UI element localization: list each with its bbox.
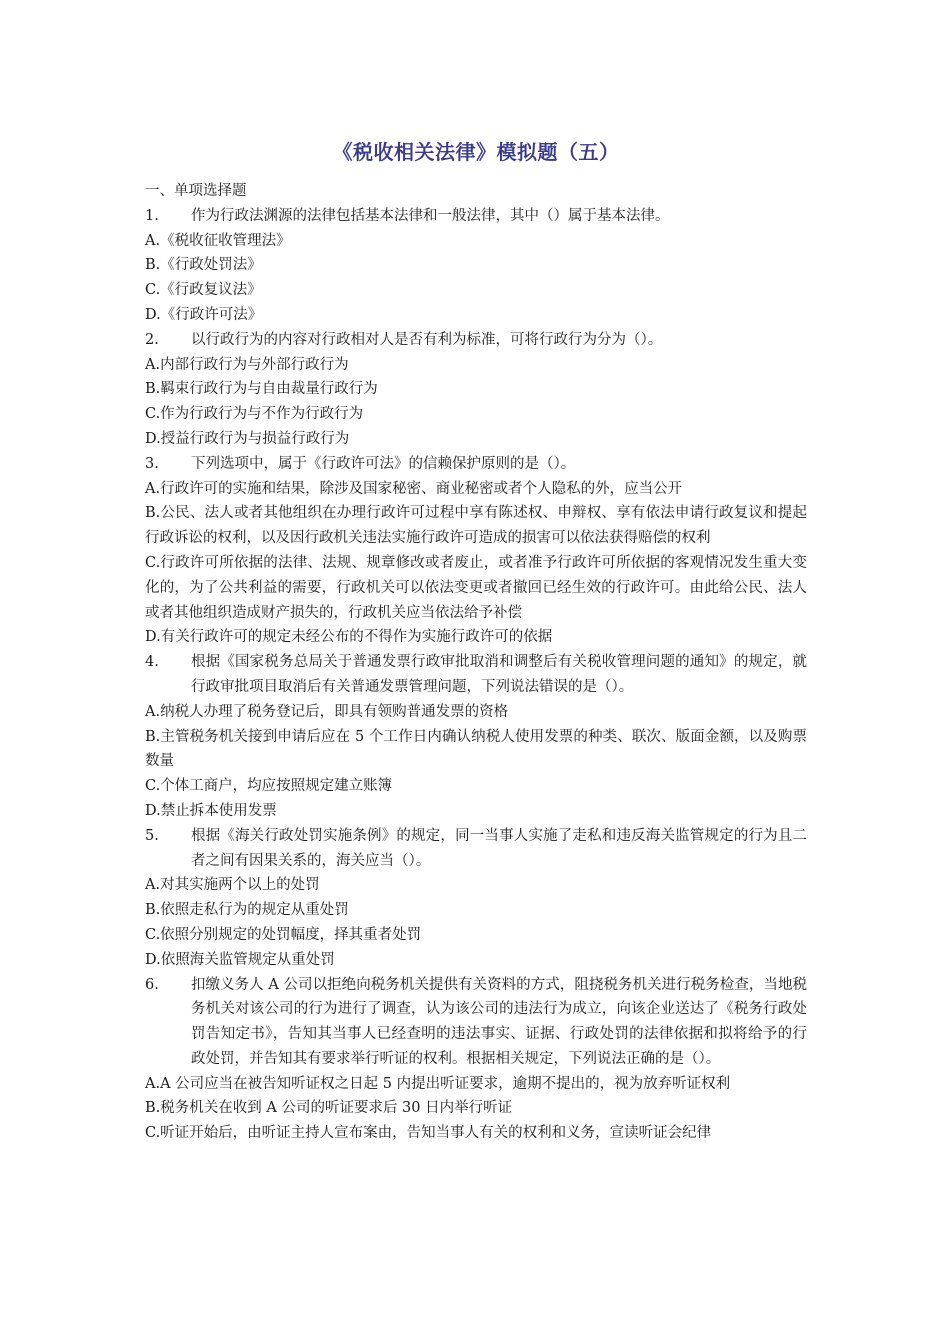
question-number: 6.	[145, 976, 159, 993]
answer-option: C.《行政复议法》	[145, 282, 262, 299]
question-number: 5.	[145, 827, 159, 844]
question-stem	[145, 973, 807, 1072]
question-stem	[145, 824, 807, 874]
answer-option: B.依照走私行为的规定从重处罚	[145, 902, 349, 919]
question-text: 下列选项中，属于《行政许可法》的信赖保护原则的是（）。	[191, 455, 576, 472]
answer-option: B.税务机关在收到 A 公司的听证要求后 30 日内举行听证	[145, 1100, 513, 1117]
document-title: 《税收相关法律》模拟题（五）	[332, 140, 620, 164]
answer-option: C.行政许可所依据的法律、法规、规章修改或者废止，或者准予行政许可所依据的客观情况发生重大变化的，为了公共利益的需要，行政机关可以依法变更或者撤回已经生效的行政许可。由此给公民、法人或者其他组织造成财产损失的，行政机关应当依法给予补偿	[145, 554, 807, 621]
answer-option: C.作为行政行为与不作为行政行为	[145, 406, 364, 423]
question-text: 作为行政法渊源的法律包括基本法律和一般法律，其中（）属于基本法律。	[191, 207, 670, 224]
question-text: 根据《国家税务总局关于普通发票行政审批取消和调整后有关税收管理问题的通知》的规定，就行政审批项目取消后有关普通发票管理问题，下列说法错误的是（）。	[191, 654, 807, 695]
answer-option: D.禁止拆本使用发票	[145, 802, 277, 819]
answer-option: A.行政许可的实施和结果，除涉及国家秘密、商业秘密或者个人隐私的外，应当公开	[145, 480, 683, 497]
question-stem	[145, 452, 807, 477]
question-list	[145, 204, 807, 1146]
answer-option: B.公民、法人或者其他组织在办理行政许可过程中享有陈述权、申辩权、享有依法申请行政复议和提起行政诉讼的权利，以及因行政机关违法实施行政许可造成的损害可以依法获得赔偿的权利	[145, 505, 807, 547]
answer-option: C.听证开始后，由听证主持人宣布案由，告知当事人有关的权利和义务，宣读听证会纪律	[145, 1125, 712, 1142]
section-heading: 一、单项选择题	[145, 183, 247, 199]
question-text: 根据《海关行政处罚实施条例》的规定，同一当事人实施了走私和违反海关监管规定的行为且二者之间有因果关系的，海关应当（）。	[191, 827, 807, 869]
answer-option: B.《行政处罚法》	[145, 257, 262, 274]
question-number: 1.	[145, 207, 159, 224]
answer-option: A.《税收征收管理法》	[145, 232, 291, 249]
question-text: 扣缴义务人 A 公司以拒绝向税务机关提供有关资料的方式，阻挠税务机关进行税务检查，当地税务机关对该公司的行为进行了调查，认为该公司的违法行为成立，向该企业送达了《税务行政处罚告知定书》，告知其当事人已经查明的违法事实、证据、行政处罚的法律依据和拟将给予的行政处罚，并告知其有要求举行听证的权利。根据相关规定，下列说法正确的是（）。	[191, 976, 807, 1067]
answer-option: B.主管税务机关接到申请后应在 5 个工作日内确认纳税人使用发票的种类、联次、版面金额，以及购票数量	[145, 728, 807, 770]
answer-option: A.纳税人办理了税务登记后，即具有领购普通发票的资格	[145, 703, 509, 720]
answer-option: D.依照海关监管规定从重处罚	[145, 951, 335, 968]
question-stem	[145, 650, 807, 700]
question-text: 以行政行为的内容对行政相对人是否有利为标准，可将行政行为分为（）。	[191, 331, 663, 348]
question-number: 3.	[145, 455, 159, 472]
answer-option: B.羁束行政行为与自由裁量行政行为	[145, 381, 378, 398]
answer-option: D.有关行政许可的规定未经公布的不得作为实施行政许可的依据	[145, 629, 553, 646]
question-number: 4.	[145, 654, 159, 671]
answer-option: C.依照分别规定的处罚幅度，择其重者处罚	[145, 926, 422, 943]
question-stem	[145, 328, 807, 353]
answer-option: A.对其实施两个以上的处罚	[145, 877, 320, 894]
document-page	[145, 130, 807, 1146]
question-number: 2.	[145, 331, 159, 348]
answer-option: A.内部行政行为与外部行政行为	[145, 356, 349, 373]
answer-option: D.《行政许可法》	[145, 306, 263, 323]
answer-option: A.A 公司应当在被告知听证权之日起 5 内提出听证要求，逾期不提出的，视为放弃听证权利	[145, 1075, 731, 1092]
answer-option: C.个体工商户，均应按照规定建立账簿	[145, 778, 393, 795]
answer-option: D.授益行政行为与损益行政行为	[145, 430, 350, 447]
question-stem	[145, 204, 807, 229]
